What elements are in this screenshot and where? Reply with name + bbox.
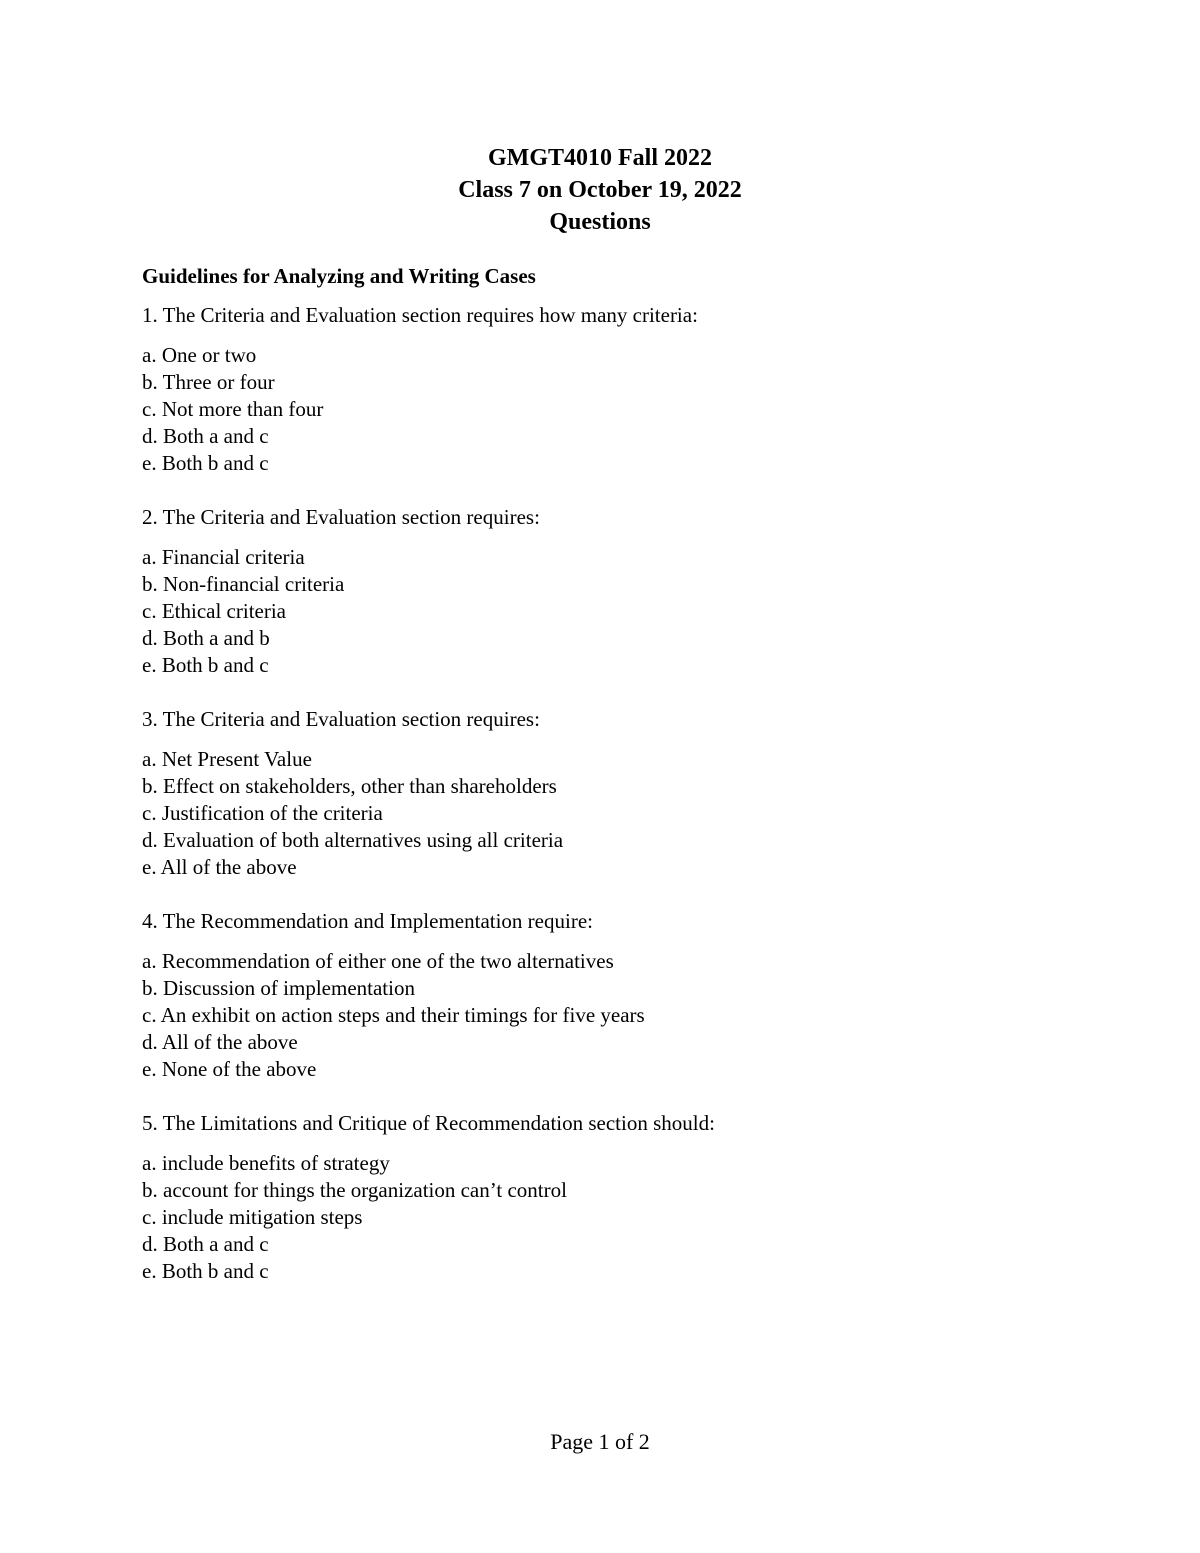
option-4e: e. None of the above	[142, 1057, 317, 1081]
question-prompt-5: 5. The Limitations and Critique of Recommendation section should:	[142, 1111, 715, 1135]
option-5e: e. Both b and c	[142, 1259, 269, 1283]
question-block-3	[142, 706, 1102, 881]
option-3d: d. Evaluation of both alternatives using all criteria	[142, 828, 564, 852]
page-number: Page 1 of 2	[550, 1429, 650, 1454]
option-5c: c. include mitigation steps	[142, 1205, 363, 1229]
option-3e: e. All of the above	[142, 855, 297, 879]
option-2b: b. Non-financial criteria	[142, 572, 345, 596]
question-block-2	[142, 504, 1102, 679]
title-block	[0, 142, 1200, 238]
option-1b: b. Three or four	[142, 370, 275, 394]
options-list-4	[142, 948, 1102, 1083]
option-5a: a. include benefits of strategy	[142, 1151, 390, 1175]
option-2d: d. Both a and b	[142, 626, 270, 650]
class-date-title: Class 7 on October 19, 2022	[458, 177, 742, 203]
question-block-4	[142, 908, 1102, 1083]
options-list-3	[142, 746, 1102, 881]
question-prompt-1: 1. The Criteria and Evaluation section requires how many criteria:	[142, 303, 698, 327]
question-block-1	[142, 302, 1102, 477]
question-prompt-4: 4. The Recommendation and Implementation require:	[142, 909, 593, 933]
option-3c: c. Justification of the criteria	[142, 801, 383, 825]
question-block-5	[142, 1110, 1102, 1285]
option-4b: b. Discussion of implementation	[142, 976, 415, 1000]
option-3a: a. Net Present Value	[142, 747, 312, 771]
question-prompt-3: 3. The Criteria and Evaluation section requires:	[142, 707, 540, 731]
option-2c: c. Ethical criteria	[142, 599, 286, 623]
options-list-5	[142, 1150, 1102, 1285]
option-1c: c. Not more than four	[142, 397, 324, 421]
option-2a: a. Financial criteria	[142, 545, 305, 569]
questions-title: Questions	[549, 209, 651, 235]
section-heading: Guidelines for Analyzing and Writing Cases	[142, 264, 536, 288]
options-list-1	[142, 342, 1102, 477]
questions-content	[142, 262, 1102, 1312]
option-5b: b. account for things the organization can’t control	[142, 1178, 567, 1202]
option-4a: a. Recommendation of either one of the two alternatives	[142, 949, 614, 973]
option-1d: d. Both a and c	[142, 424, 269, 448]
question-prompt-2: 2. The Criteria and Evaluation section requires:	[142, 505, 540, 529]
option-5d: d. Both a and c	[142, 1232, 269, 1256]
option-1a: a. One or two	[142, 343, 257, 367]
option-4c: c. An exhibit on action steps and their timings for five years	[142, 1003, 645, 1027]
course-title: GMGT4010 Fall 2022	[488, 145, 712, 171]
option-4d: d. All of the above	[142, 1030, 298, 1054]
option-1e: e. Both b and c	[142, 451, 269, 475]
option-3b: b. Effect on stakeholders, other than shareholders	[142, 774, 557, 798]
options-list-2	[142, 544, 1102, 679]
option-2e: e. Both b and c	[142, 653, 269, 677]
